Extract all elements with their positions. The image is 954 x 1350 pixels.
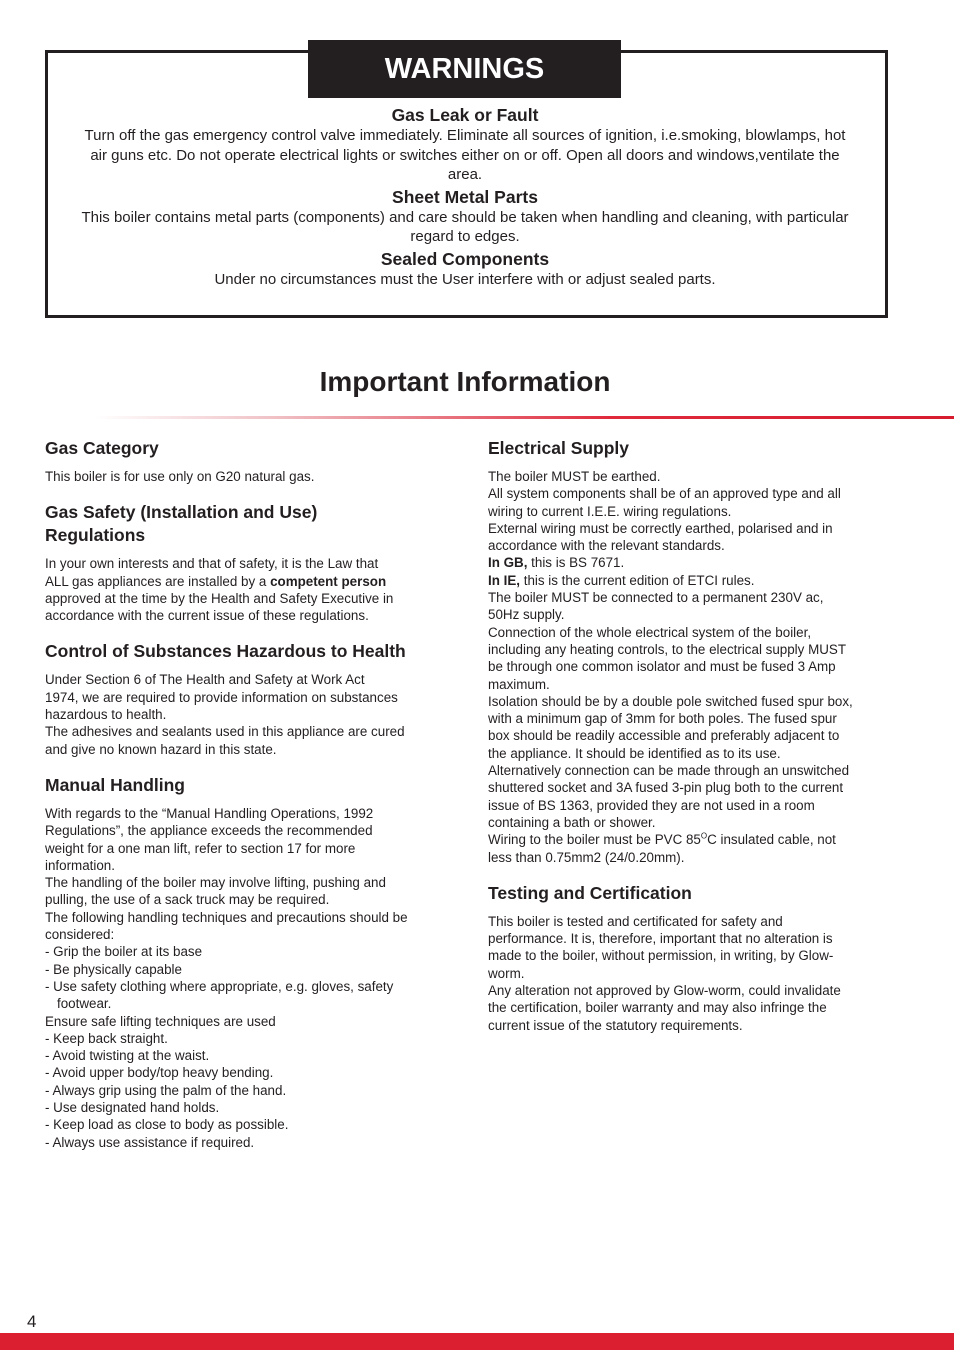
warning-text-sheet-metal xyxy=(50,208,880,247)
text-line: worm. xyxy=(488,965,525,981)
text-line: Under no circumstances must the User interfere with or adjust sealed parts. xyxy=(214,270,716,288)
text-line xyxy=(488,572,888,589)
list-item: - Use designated hand holds. xyxy=(45,1100,220,1116)
warning-heading-sheet-metal: Sheet Metal Parts xyxy=(392,186,538,207)
warning-heading-gas-leak: Gas Leak or Fault xyxy=(391,105,539,125)
text-line: containing a bath or shower. xyxy=(488,814,656,830)
text-line: made to the boiler, without permission, in writing, by Glow- xyxy=(488,948,834,964)
section-heading-electrical: Electrical Supply xyxy=(488,438,630,458)
list-item: - Keep load as close to body as possible. xyxy=(45,1117,289,1133)
page-number: 4 xyxy=(27,1312,37,1331)
text-line xyxy=(45,573,445,590)
text-line: and give no known hazard in this state. xyxy=(45,741,277,757)
section-text-gas-category xyxy=(45,468,445,485)
text-line: current issue of the statutory requirements. xyxy=(488,1017,743,1033)
list-item: - Use safety clothing where appropriate, e.g. gloves, safety xyxy=(45,978,394,994)
text-line: including any heating controls, to the electrical supply MUST xyxy=(488,641,847,657)
warnings-content xyxy=(50,105,880,291)
text-span: this is the current edition of ETCI rules. xyxy=(520,572,755,588)
warnings-title: WARNINGS xyxy=(308,40,621,98)
text-line: The boiler MUST be connected to a permanent 230V ac, xyxy=(488,590,824,606)
text-line: maximum. xyxy=(488,676,550,692)
list-item: - Avoid twisting at the waist. xyxy=(45,1048,210,1064)
in-ie-label: In IE, xyxy=(488,572,520,588)
text-line: accordance with the current issue of these regulations. xyxy=(45,608,369,624)
text-line: wiring to current I.E.E. wiring regulations. xyxy=(488,503,732,519)
title-divider xyxy=(95,416,954,419)
text-line xyxy=(488,554,888,571)
section-text-manual-handling xyxy=(45,805,445,1151)
text-line: 1974, we are required to provide information on substances xyxy=(45,689,398,705)
text-line: issue of BS 1363, provided they are not used in a room xyxy=(488,797,815,813)
warning-text-gas-leak xyxy=(50,126,880,185)
warning-heading-sealed: Sealed Components xyxy=(380,248,550,269)
text-line: performance. It is, therefore, important that no alteration is xyxy=(488,931,833,947)
text-line: hazardous to health. xyxy=(45,707,167,723)
section-heading-manual-handling: Manual Handling xyxy=(45,774,185,795)
section-heading-gas-safety xyxy=(45,501,445,547)
text-line: approved at the time by the Health and Safety Executive in xyxy=(45,590,394,606)
text-line: The adhesives and sealants used in this appliance are cured xyxy=(45,724,405,740)
section-text-gas-safety xyxy=(45,555,445,624)
text-line: the appliance. It should be identified as to its use. xyxy=(488,745,781,761)
heading-line: Regulations xyxy=(45,525,146,546)
list-item: - Grip the boiler at its base xyxy=(45,944,203,960)
competent-person-emphasis: competent person xyxy=(270,573,387,589)
text-line: information. xyxy=(45,857,115,873)
text-line: The handling of the boiler may involve lifting, pushing and xyxy=(45,875,386,891)
text-line: 50Hz supply. xyxy=(488,607,565,623)
text-line: box should be readily accessible and preferably adjacent to xyxy=(488,728,840,744)
text-line: All system components shall be of an approved type and all xyxy=(488,486,841,502)
text-line: This boiler is tested and certificated for safety and xyxy=(488,913,783,929)
text-line: Isolation should be by a double pole switched fused spur box, xyxy=(488,693,853,709)
text-line: pulling, the use of a sack truck may be required. xyxy=(45,892,330,908)
text-line xyxy=(488,831,888,848)
text-line: area. xyxy=(447,166,483,183)
list-item: - Avoid upper body/top heavy bending. xyxy=(45,1065,274,1081)
footer-bar xyxy=(0,1333,954,1350)
text-line: Turn off the gas emergency control valve immediately. Eliminate all sources of ignition, i.e.smoking, blowlamps, hot xyxy=(84,127,846,144)
text-line: This boiler is for use only on G20 natural gas. xyxy=(45,469,315,484)
text-line: This boiler contains metal parts (components) and care should be taken when handling and cleaning, with particular xyxy=(81,208,849,226)
section-text-testing xyxy=(488,913,888,1034)
list-item-continuation: footwear. xyxy=(57,996,112,1012)
text-line: air guns etc. Do not operate electrical lights or switches either on or off. Open all doors and windows,ventilate the xyxy=(90,146,840,164)
text-line: Under Section 6 of The Health and Safety at Work Act xyxy=(45,672,365,688)
text-line: the certification, boiler warranty and may also infringe the xyxy=(488,1000,827,1016)
text-line: Any alteration not approved by Glow-worm, could invalidate xyxy=(488,983,841,999)
list-item: - Always use assistance if required. xyxy=(45,1134,255,1150)
text-span: this is BS 7671. xyxy=(527,555,625,571)
text-line: shuttered socket and 3A fused 3-pin plug both to the current xyxy=(488,780,844,796)
text-line: less than 0.75mm2 (24/0.20mm). xyxy=(488,849,685,865)
text-line: With regards to the “Manual Handling Operations, 1992 xyxy=(45,805,374,821)
text-line: accordance with the relevant standards. xyxy=(488,538,725,554)
text-line: considered: xyxy=(45,927,115,943)
in-gb-label: In GB, xyxy=(488,555,528,571)
list-item: - Keep back straight. xyxy=(45,1030,168,1046)
text-span: ALL gas appliances are installed by a xyxy=(45,573,271,589)
heading-line: Gas Safety (Installation and Use) xyxy=(45,502,318,523)
text-span: Wiring to the boiler must be PVC 85 xyxy=(488,832,701,848)
text-line: with a minimum gap of 3mm for both poles. The fused spur xyxy=(488,711,837,727)
text-line: The boiler MUST be earthed. xyxy=(488,469,661,484)
left-column xyxy=(45,437,445,1167)
text-line: Ensure safe lifting techniques are used xyxy=(45,1013,276,1029)
text-line: weight for a one man lift, refer to section 17 for more xyxy=(45,840,356,856)
list-item: - Be physically capable xyxy=(45,961,182,977)
page-title: Important Information xyxy=(319,366,611,397)
text-span: C insulated cable, not xyxy=(707,832,836,848)
degree-superscript: O xyxy=(700,831,708,841)
warning-text-sealed xyxy=(50,270,880,290)
text-line: Connection of the whole electrical system of the boiler, xyxy=(488,624,812,640)
text-line: In your own interests and that of safety, it is the Law that xyxy=(45,556,379,572)
section-text-electrical xyxy=(488,468,888,866)
section-text-coshh xyxy=(45,671,445,757)
text-line: Alternatively connection can be made through an unswitched xyxy=(488,763,850,779)
text-line: External wiring must be correctly earthed, polarised and in xyxy=(488,520,833,536)
text-line: The following handling techniques and precautions should be xyxy=(45,909,408,925)
list-item: - Always grip using the palm of the hand. xyxy=(45,1082,287,1098)
section-heading-testing: Testing and Certification xyxy=(488,882,692,903)
text-line: be through one common isolator and must be fused 3 Amp xyxy=(488,659,836,675)
right-column xyxy=(488,437,888,1050)
text-line: Regulations”, the appliance exceeds the recommended xyxy=(45,823,373,839)
section-heading-gas-category: Gas Category xyxy=(45,438,159,458)
text-line: regard to edges. xyxy=(410,228,520,245)
section-heading-coshh: Control of Substances Hazardous to Health xyxy=(45,641,406,662)
